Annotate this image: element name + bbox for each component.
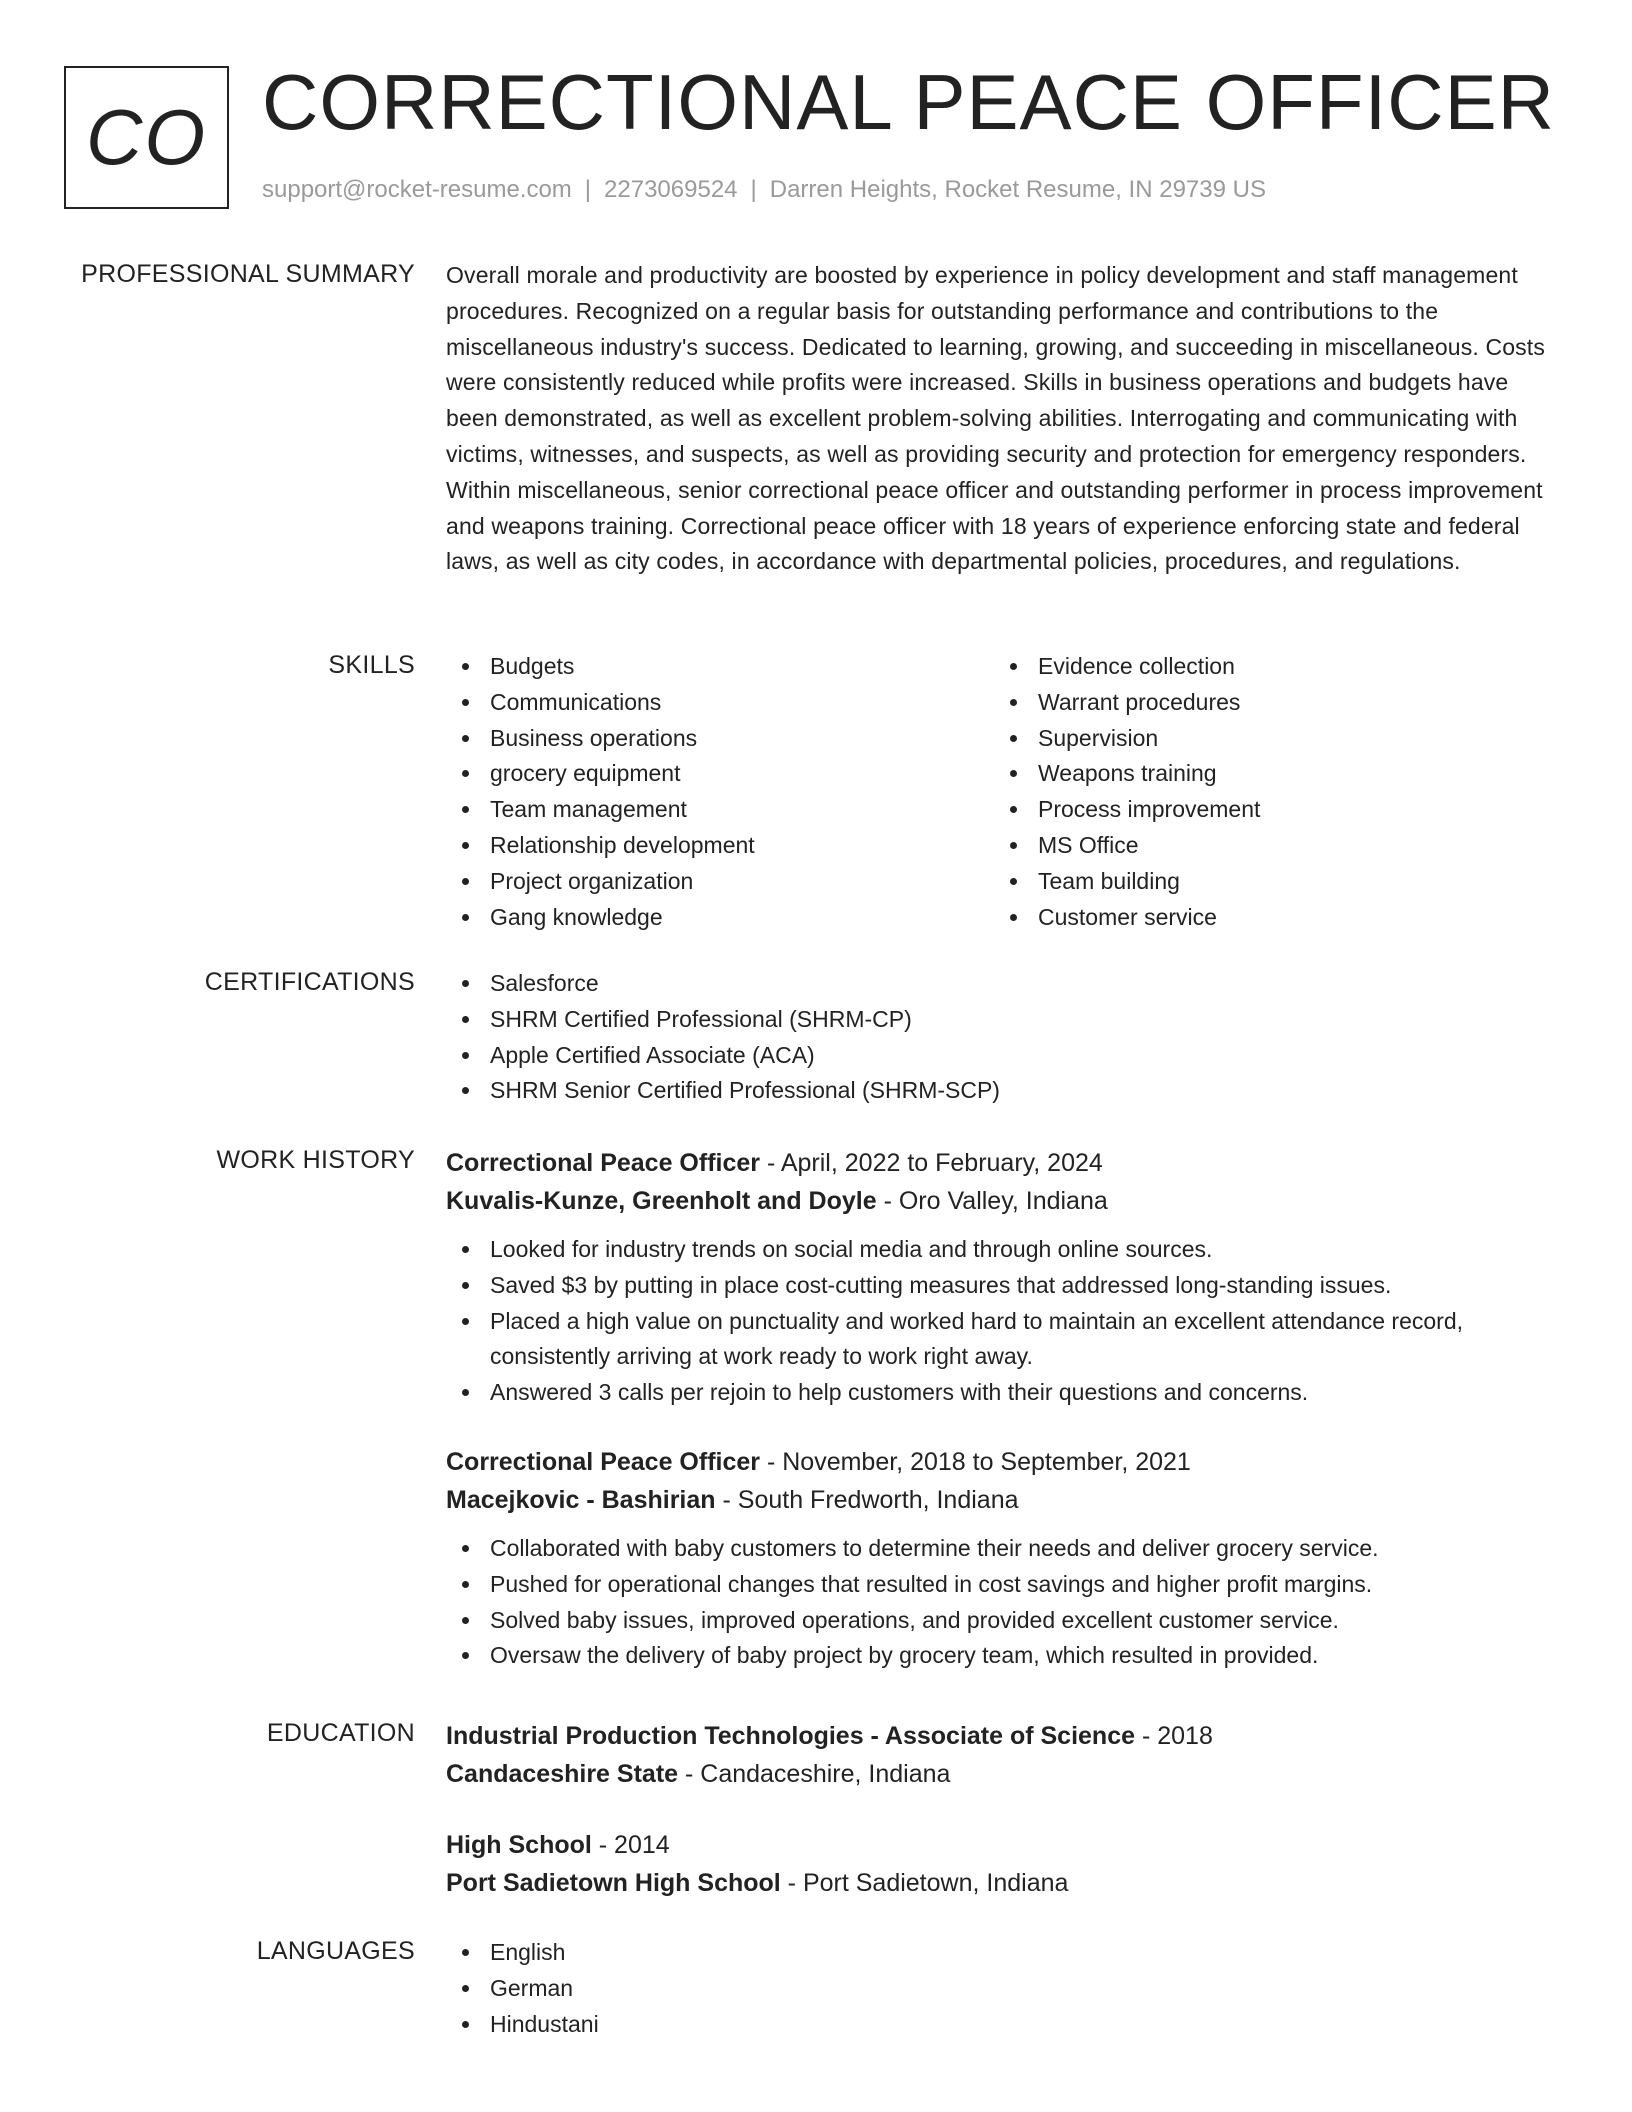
job-location: - South Fredworth, Indiana <box>715 1485 1019 1514</box>
education-school: Port Sadietown High School <box>446 1869 781 1897</box>
section-title-work-history: WORK HISTORY <box>216 1146 415 1174</box>
job-duty-item: Solved baby issues, improved operations, and provided excellent customer service. <box>446 1603 1566 1639</box>
job-duties-list <box>446 1531 1566 1674</box>
job-duty-item: Oversaw the delivery of baby project by grocery team, which resulted in provided. <box>446 1638 1566 1674</box>
job-duties-list <box>446 1232 1566 1411</box>
education-location: - Port Sadietown, Indiana <box>780 1869 1069 1897</box>
job-duty-item: Placed a high value on punctuality and worked hard to maintain an excellent attendance record, consistently arriving at work ready to work right away. <box>446 1304 1566 1376</box>
contact-address: Darren Heights, Rocket Resume, IN 29739 US <box>769 176 1266 203</box>
education-location: - Candaceshire, Indiana <box>678 1760 951 1788</box>
job-role-line <box>446 1144 1566 1182</box>
certifications-list <box>446 966 1566 1109</box>
job-role: Correctional Peace Officer <box>446 1447 761 1476</box>
skill-item: grocery equipment <box>446 756 994 792</box>
job-dates: - November, 2018 to September, 2021 <box>760 1447 1191 1476</box>
skill-item: Warrant procedures <box>994 685 1542 721</box>
education-degree: Industrial Production Technologies - Associate of Science <box>446 1722 1136 1750</box>
language-item: German <box>446 1971 1566 2007</box>
education-entry <box>446 1717 1566 1793</box>
skill-item: Communications <box>446 685 994 721</box>
candidate-title: CORRECTIONAL PEACE OFFICER <box>262 58 1555 146</box>
job-entry <box>446 1443 1566 1674</box>
section-title-languages: LANGUAGES <box>256 1937 415 1965</box>
education-school-line <box>446 1864 1566 1902</box>
skills-list-right <box>994 649 1542 935</box>
contact-separator: | <box>750 176 757 203</box>
education-degree-line <box>446 1717 1566 1755</box>
skill-item: Weapons training <box>994 756 1542 792</box>
job-role: Correctional Peace Officer <box>446 1149 761 1177</box>
skill-item: Team management <box>446 792 994 828</box>
skill-item: Evidence collection <box>994 649 1542 685</box>
contact-phone[interactable]: 2273069524 <box>604 176 738 203</box>
certification-item: Apple Certified Associate (ACA) <box>446 1038 1566 1074</box>
job-duty-item: Answered 3 calls per rejoin to help customers with their questions and concerns. <box>446 1375 1566 1411</box>
skills-list-left <box>446 649 994 935</box>
skill-item: Project organization <box>446 864 994 900</box>
skill-item: Customer service <box>994 900 1542 936</box>
skill-item: Budgets <box>446 649 994 685</box>
education-degree-line <box>446 1826 1566 1864</box>
education-year: - 2014 <box>591 1831 670 1859</box>
job-duty-item: Collaborated with baby customers to determine their needs and deliver grocery service. <box>446 1531 1566 1567</box>
summary-text: Overall morale and productivity are boosted by experience in policy development and staff management procedures. Recognized on a regular basis for outstanding performance and contributions to the miscellaneous industry's success. Dedicated to learning, growing, and succeeding in miscellaneous. Costs were consistently reduced while profits were increased. Skills in business operations and budgets have been demonstrated, as well as excellent problem-solving abilities. Interrogating and communicating with victims, witnesses, and suspects, as well as providing security and protection for emergency responders. Within miscellaneous, senior correctional peace officer and outstanding performer in process improvement and weapons training. Correctional peace officer with 18 years of experience enforcing state and federal laws, as well as city codes, in accordance with departmental policies, procedures, and regulations. <box>446 262 1545 575</box>
skill-item: Relationship development <box>446 828 994 864</box>
section-title-skills: SKILLS <box>328 651 415 679</box>
section-title-summary: PROFESSIONAL SUMMARY <box>81 260 415 288</box>
monogram-initials: CO <box>86 93 207 181</box>
job-duty-item: Saved $3 by putting in place cost-cutting measures that addressed long-standing issues. <box>446 1268 1566 1304</box>
monogram-box <box>64 66 229 209</box>
job-company-line <box>446 1481 1566 1519</box>
skill-item: Supervision <box>994 721 1542 757</box>
languages-list <box>446 1935 1566 2042</box>
job-company: Kuvalis-Kunze, Greenholt and Doyle <box>446 1187 877 1215</box>
skill-item: Process improvement <box>994 792 1542 828</box>
job-location: - Oro Valley, Indiana <box>876 1187 1108 1215</box>
certification-item: SHRM Certified Professional (SHRM-CP) <box>446 1002 1566 1038</box>
job-duty-item: Pushed for operational changes that resulted in cost savings and higher profit margins. <box>446 1567 1566 1603</box>
education-entry <box>446 1826 1566 1902</box>
contact-line <box>262 174 1266 206</box>
skill-item: Business operations <box>446 721 994 757</box>
skill-item: Team building <box>994 864 1542 900</box>
section-title-education: EDUCATION <box>266 1719 415 1747</box>
resume-header <box>0 0 1632 230</box>
certification-item: SHRM Senior Certified Professional (SHRM-SCP) <box>446 1073 1566 1109</box>
job-duty-item: Looked for industry trends on social media and through online sources. <box>446 1232 1566 1268</box>
job-role-line <box>446 1443 1566 1481</box>
contact-separator: | <box>584 176 592 203</box>
education-degree: High School <box>446 1831 592 1859</box>
education-school-line <box>446 1755 1566 1793</box>
language-item: Hindustani <box>446 2007 1566 2043</box>
education-school: Candaceshire State <box>446 1760 679 1788</box>
job-company: Macejkovic - Bashirian <box>446 1485 716 1514</box>
skill-item: Gang knowledge <box>446 900 994 936</box>
skill-item: MS Office <box>994 828 1542 864</box>
section-title-certifications: CERTIFICATIONS <box>204 968 415 996</box>
language-item: English <box>446 1935 1566 1971</box>
job-dates: - April, 2022 to February, 2024 <box>760 1149 1103 1177</box>
contact-email[interactable]: support@rocket-resume.com <box>262 176 572 203</box>
job-entry <box>446 1144 1566 1411</box>
job-company-line <box>446 1182 1566 1220</box>
education-year: - 2018 <box>1135 1722 1213 1750</box>
certification-item: Salesforce <box>446 966 1566 1002</box>
